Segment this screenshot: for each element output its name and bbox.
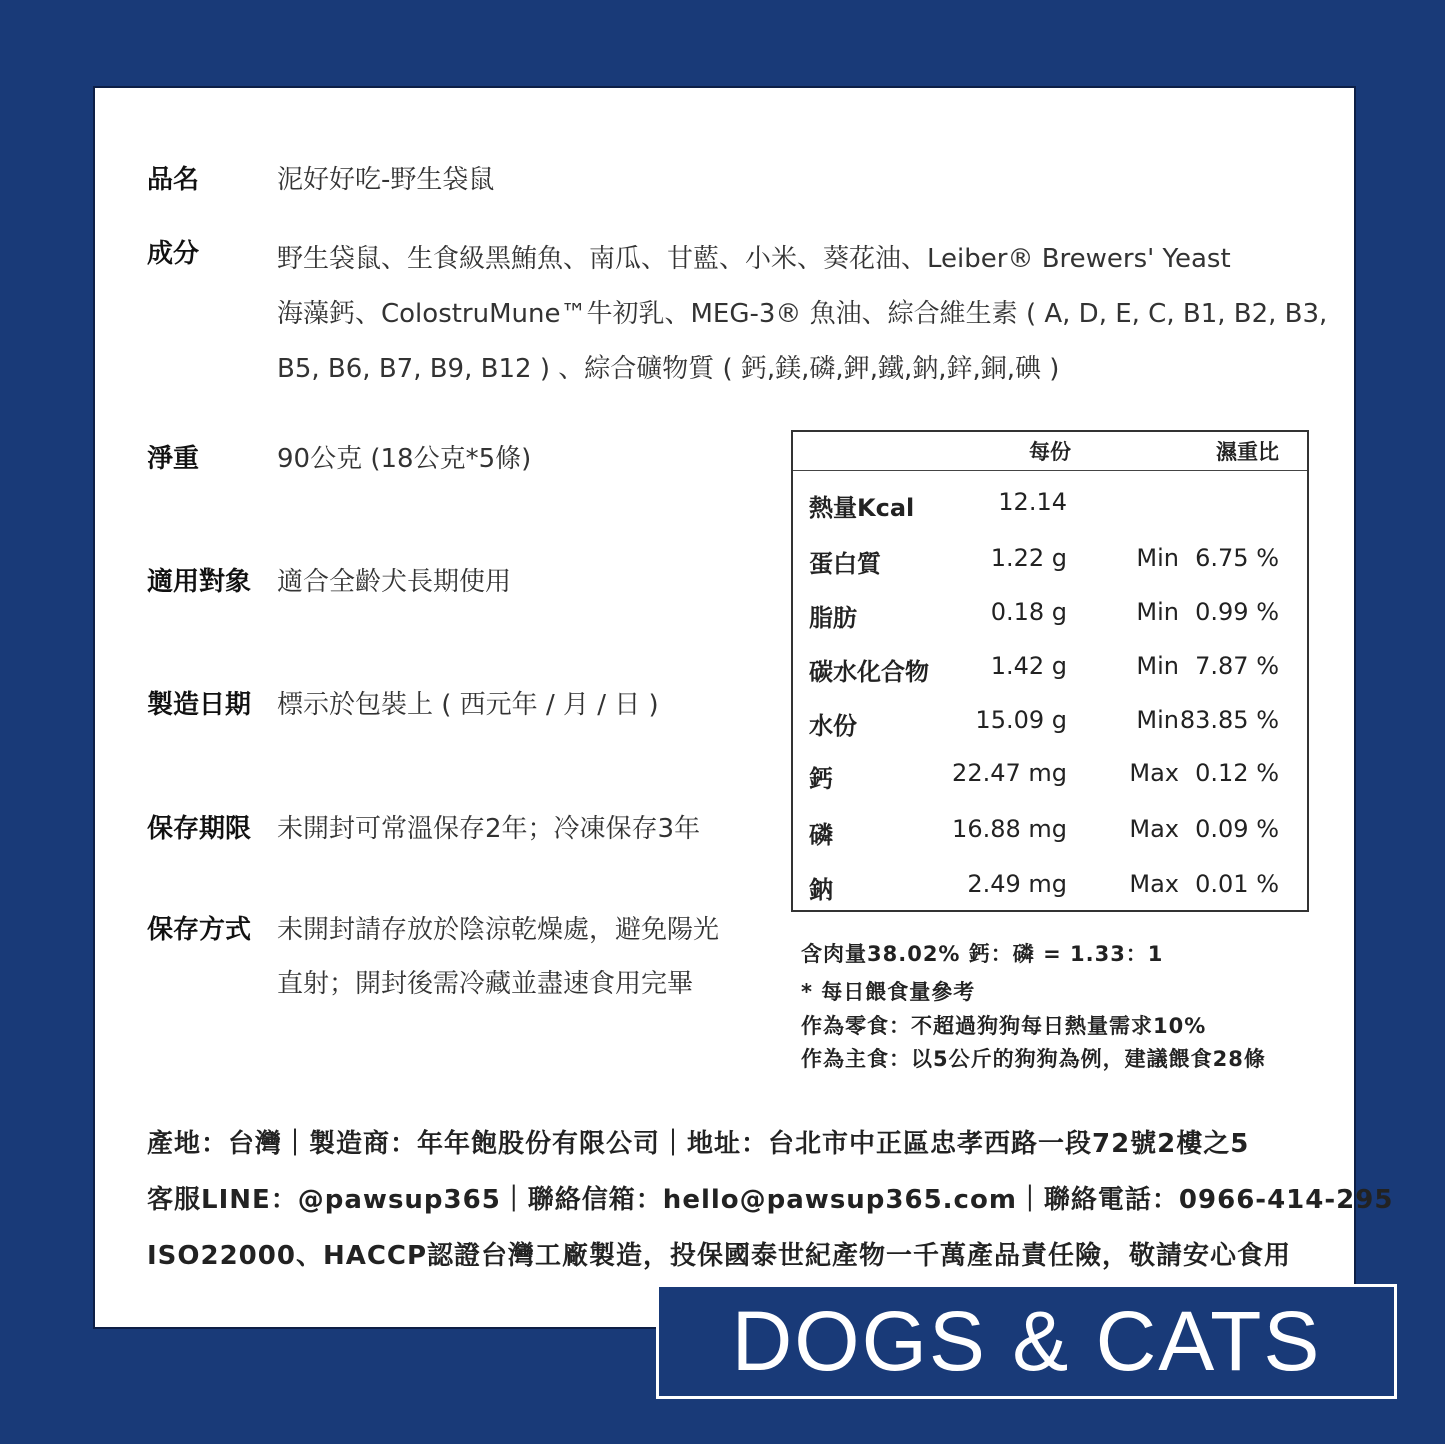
min-max-label: Max	[1129, 870, 1179, 898]
meat-content-note: 含肉量38.02% 鈣：磷 = 1.33：1	[801, 942, 1164, 966]
ingredients-line: B5, B6, B7, B9, B12 ) 、綜合礦物質 ( 鈣,鎂,磷,鉀,鐵,鈉,鋅,銅,碘 )	[277, 354, 1060, 384]
nutrition-row	[793, 702, 1307, 742]
weight-value: 90公克 (18公克*5條)	[277, 444, 532, 474]
footer-line: 客服LINE：@pawsup365｜聯絡信箱：hello@pawsup365.com｜聯絡電話：0966-414-295	[147, 1185, 1394, 1215]
main-meal-note: 作為主食：以5公斤的狗狗為例，建議餵食28條	[801, 1047, 1266, 1071]
nutrition-row	[793, 540, 1307, 580]
storage-line: 未開封請存放於陰涼乾燥處，避免陽光	[277, 915, 720, 945]
date-label: 製造日期	[147, 690, 252, 720]
target-label: 適用對象	[147, 567, 252, 597]
per-serving-value: 0.18 g	[990, 598, 1067, 626]
wet-ratio-value: 0.99 %	[1195, 598, 1279, 626]
nutrient-name: 磷	[809, 821, 833, 849]
wet-ratio-value: 7.87 %	[1195, 652, 1279, 680]
target-value: 適合全齡犬長期使用	[277, 567, 512, 597]
wet-ratio-header: 濕重比	[1216, 440, 1279, 464]
nutrition-table	[791, 430, 1309, 912]
name-label: 品名	[147, 165, 200, 195]
min-max-label: Min	[1136, 706, 1179, 734]
ingredients-label: 成分	[147, 239, 200, 269]
per-serving-value: 1.22 g	[990, 544, 1067, 572]
nutrition-row	[793, 648, 1307, 688]
nutrient-name: 熱量Kcal	[809, 494, 915, 522]
weight-label: 淨重	[147, 444, 200, 474]
min-max-label: Min	[1136, 598, 1179, 626]
product-info-card	[93, 86, 1394, 1329]
min-max-label: Min	[1136, 652, 1179, 680]
per-serving-value: 22.47 mg	[952, 759, 1067, 787]
wet-ratio-value: 0.01 %	[1195, 870, 1279, 898]
min-max-label: Max	[1129, 815, 1179, 843]
nutrient-name: 鈣	[809, 765, 833, 793]
storage-line: 直射；開封後需冷藏並盡速食用完畢	[277, 969, 694, 999]
per-serving-header: 每份	[1029, 440, 1071, 464]
name-value: 泥好好吃-野生袋鼠	[277, 165, 495, 195]
ingredients-line: 野生袋鼠、生食級黑鮪魚、南瓜、甘藍、小米、葵花油、Leiber® Brewers' Yeast	[277, 244, 1231, 274]
per-serving-value: 16.88 mg	[952, 815, 1067, 843]
dogs-cats-badge	[656, 1284, 1397, 1399]
snack-note: 作為零食：不超過狗狗每日熱量需求10%	[801, 1014, 1207, 1038]
shelf-life-value: 未開封可常溫保存2年；冷凍保存3年	[277, 814, 701, 844]
wet-ratio-value: 0.09 %	[1195, 815, 1279, 843]
wet-ratio-value: 83.85 %	[1179, 706, 1279, 734]
nutrition-row	[793, 811, 1307, 851]
nutrition-row	[793, 866, 1307, 906]
nutrient-name: 水份	[809, 712, 857, 740]
shelf-life-label: 保存期限	[147, 814, 252, 844]
per-serving-value: 12.14	[998, 488, 1067, 516]
nutrient-name: 脂肪	[809, 604, 857, 632]
ingredients-line: 海藻鈣、ColostruMune™牛初乳、MEG-3® 魚油、綜合維生素 ( A, D, E, C, B1, B2, B3,	[277, 299, 1328, 329]
wet-ratio-value: 0.12 %	[1195, 759, 1279, 787]
per-serving-value: 15.09 g	[975, 706, 1067, 734]
wet-ratio-value: 6.75 %	[1195, 544, 1279, 572]
date-value: 標示於包裝上 ( 西元年 / 月 / 日 )	[277, 690, 659, 720]
nutrition-table-header	[793, 432, 1307, 471]
footer-line: ISO22000、HACCP認證台灣工廠製造，投保國泰世紀產物一千萬產品責任險，敬請安心食用	[147, 1241, 1292, 1271]
storage-label: 保存方式	[147, 915, 252, 945]
nutrient-name: 碳水化合物	[809, 658, 929, 686]
badge-text: DOGS & CATS	[731, 1294, 1322, 1388]
nutrition-row	[793, 594, 1307, 634]
nutrition-row	[793, 755, 1307, 795]
nutrition-row	[793, 484, 1307, 524]
per-serving-value: 1.42 g	[990, 652, 1067, 680]
min-max-label: Min	[1136, 544, 1179, 572]
per-serving-value: 2.49 mg	[967, 870, 1067, 898]
nutrient-name: 蛋白質	[809, 550, 881, 578]
footer-line: 產地：台灣｜製造商：年年飽股份有限公司｜地址：台北市中正區忠孝西路一段72號2樓之5	[147, 1129, 1250, 1159]
nutrient-name: 鈉	[809, 876, 833, 904]
min-max-label: Max	[1129, 759, 1179, 787]
feeding-reference-note: * 每日餵食量參考	[801, 980, 976, 1004]
